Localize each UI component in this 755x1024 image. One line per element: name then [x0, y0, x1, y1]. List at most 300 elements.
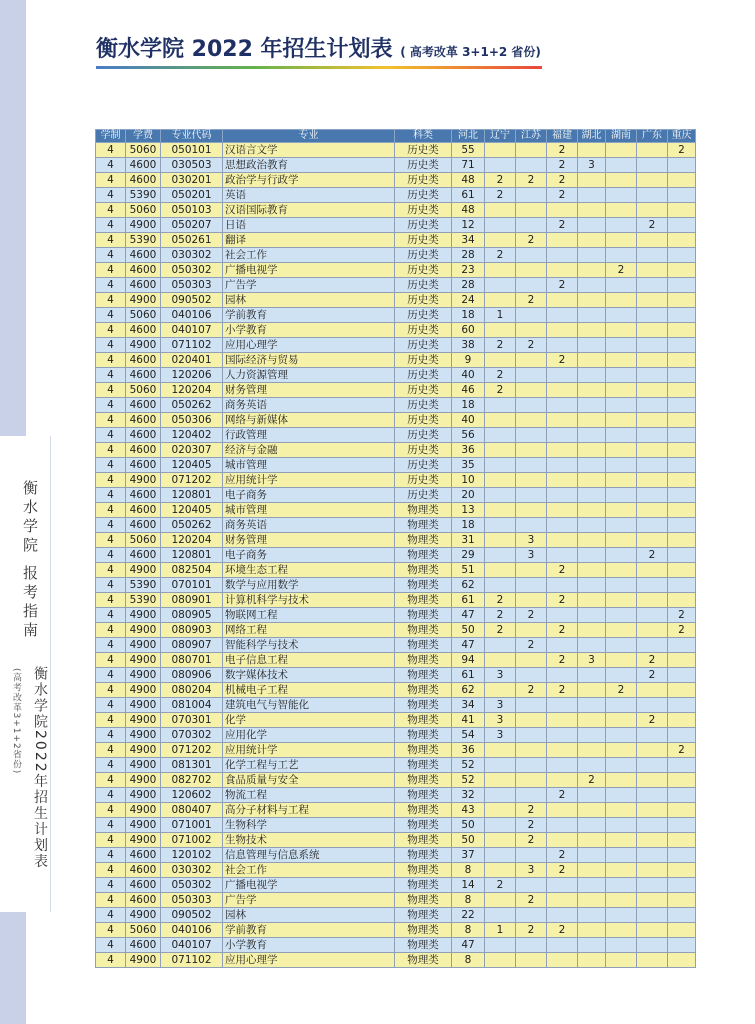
- table-cell: 28: [452, 278, 485, 293]
- table-cell: 2: [485, 338, 516, 353]
- table-cell: [485, 938, 516, 953]
- table-cell: 物理类: [395, 578, 452, 593]
- table-cell: 2: [516, 893, 547, 908]
- table-cell: [547, 758, 578, 773]
- table-cell: [637, 923, 668, 938]
- table-cell: [637, 413, 668, 428]
- table-cell: 思想政治教育: [223, 158, 395, 173]
- table-cell: 历史类: [395, 353, 452, 368]
- table-cell: [485, 428, 516, 443]
- table-cell: 2: [637, 713, 668, 728]
- table-cell: [578, 278, 606, 293]
- table-cell: [485, 158, 516, 173]
- table-cell: [637, 248, 668, 263]
- table-cell: [606, 233, 637, 248]
- table-cell: [668, 398, 696, 413]
- table-cell: [668, 938, 696, 953]
- table-cell: 5060: [126, 203, 161, 218]
- table-cell: 4: [96, 818, 126, 833]
- table-cell: 2: [485, 608, 516, 623]
- table-cell: [547, 248, 578, 263]
- table-cell: [578, 608, 606, 623]
- table-cell: 050302: [161, 878, 223, 893]
- table-cell: [668, 893, 696, 908]
- table-cell: 081004: [161, 698, 223, 713]
- table-cell: 050201: [161, 188, 223, 203]
- table-cell: [668, 248, 696, 263]
- table-cell: 4: [96, 578, 126, 593]
- table-cell: 数字媒体技术: [223, 668, 395, 683]
- table-cell: 50: [452, 818, 485, 833]
- table-cell: [578, 473, 606, 488]
- table-cell: 历史类: [395, 218, 452, 233]
- table-cell: 8: [452, 923, 485, 938]
- column-header: 广东: [637, 130, 668, 143]
- table-cell: [485, 908, 516, 923]
- table-cell: 18: [452, 518, 485, 533]
- table-cell: 网络工程: [223, 623, 395, 638]
- table-cell: 48: [452, 173, 485, 188]
- table-cell: 35: [452, 458, 485, 473]
- table-cell: [637, 608, 668, 623]
- table-cell: [668, 428, 696, 443]
- table-cell: 2: [578, 773, 606, 788]
- table-cell: [516, 953, 547, 968]
- table-cell: 网络与新媒体: [223, 413, 395, 428]
- table-cell: 23: [452, 263, 485, 278]
- table-cell: 应用统计学: [223, 473, 395, 488]
- table-row: [96, 938, 696, 953]
- table-cell: 4900: [126, 473, 161, 488]
- table-cell: [516, 578, 547, 593]
- table-cell: 94: [452, 653, 485, 668]
- table-cell: 4900: [126, 953, 161, 968]
- table-cell: [606, 203, 637, 218]
- table-cell: 4900: [126, 788, 161, 803]
- table-cell: 5060: [126, 383, 161, 398]
- table-cell: [637, 818, 668, 833]
- table-cell: 040107: [161, 938, 223, 953]
- table-row: [96, 413, 696, 428]
- table-row: [96, 338, 696, 353]
- table-cell: 应用统计学: [223, 743, 395, 758]
- table-cell: [547, 713, 578, 728]
- table-cell: 生物科学: [223, 818, 395, 833]
- table-cell: [578, 758, 606, 773]
- table-cell: 2: [547, 683, 578, 698]
- table-cell: [516, 203, 547, 218]
- table-cell: 广告学: [223, 278, 395, 293]
- table-cell: [485, 638, 516, 653]
- table-cell: [547, 458, 578, 473]
- table-cell: [668, 488, 696, 503]
- table-cell: 071202: [161, 473, 223, 488]
- table-cell: 8: [452, 953, 485, 968]
- table-cell: [606, 173, 637, 188]
- table-cell: 20: [452, 488, 485, 503]
- side-guide-text: 衡水学院 报考指南: [21, 480, 39, 641]
- table-cell: 历史类: [395, 158, 452, 173]
- table-cell: [637, 893, 668, 908]
- table-cell: [606, 398, 637, 413]
- table-cell: 2: [547, 653, 578, 668]
- table-row: [96, 578, 696, 593]
- table-cell: [485, 488, 516, 503]
- table-cell: 物理类: [395, 503, 452, 518]
- table-cell: 2: [547, 863, 578, 878]
- table-cell: 120405: [161, 503, 223, 518]
- table-cell: 41: [452, 713, 485, 728]
- table-cell: [516, 848, 547, 863]
- table-cell: [668, 848, 696, 863]
- table-row: [96, 698, 696, 713]
- table-cell: [606, 458, 637, 473]
- page-title: [96, 32, 541, 63]
- table-cell: [668, 263, 696, 278]
- table-cell: 4: [96, 413, 126, 428]
- table-cell: 2: [547, 848, 578, 863]
- table-row: [96, 593, 696, 608]
- table-cell: [578, 338, 606, 353]
- table-cell: [516, 623, 547, 638]
- table-cell: 4: [96, 428, 126, 443]
- table-cell: 4600: [126, 428, 161, 443]
- table-cell: 应用化学: [223, 728, 395, 743]
- table-cell: [578, 848, 606, 863]
- table-cell: 物理类: [395, 743, 452, 758]
- table-cell: 2: [637, 653, 668, 668]
- table-cell: [547, 578, 578, 593]
- table-cell: [516, 878, 547, 893]
- column-header: 福建: [547, 130, 578, 143]
- table-cell: [606, 353, 637, 368]
- table-cell: 080906: [161, 668, 223, 683]
- table-cell: 120405: [161, 458, 223, 473]
- table-cell: 71: [452, 158, 485, 173]
- table-cell: [606, 368, 637, 383]
- table-cell: 080903: [161, 623, 223, 638]
- table-cell: 历史类: [395, 368, 452, 383]
- table-cell: 080901: [161, 593, 223, 608]
- table-cell: 2: [637, 668, 668, 683]
- table-row: [96, 458, 696, 473]
- table-cell: 4: [96, 203, 126, 218]
- table-cell: 2: [668, 743, 696, 758]
- table-cell: [578, 908, 606, 923]
- table-cell: [606, 863, 637, 878]
- table-cell: 4900: [126, 623, 161, 638]
- table-cell: [547, 608, 578, 623]
- table-cell: [637, 773, 668, 788]
- table-cell: 4: [96, 503, 126, 518]
- table-cell: [516, 248, 547, 263]
- table-cell: 2: [668, 623, 696, 638]
- column-header: 重庆: [668, 130, 696, 143]
- table-cell: [547, 368, 578, 383]
- table-cell: 34: [452, 698, 485, 713]
- table-cell: [578, 638, 606, 653]
- table-cell: [578, 353, 606, 368]
- table-cell: 4900: [126, 293, 161, 308]
- table-cell: 应用心理学: [223, 338, 395, 353]
- table-cell: [637, 383, 668, 398]
- table-cell: 历史类: [395, 188, 452, 203]
- table-cell: [606, 728, 637, 743]
- table-cell: [606, 773, 637, 788]
- table-cell: 4: [96, 878, 126, 893]
- table-cell: [578, 323, 606, 338]
- table-row: [96, 488, 696, 503]
- table-cell: 物理类: [395, 593, 452, 608]
- table-cell: 52: [452, 758, 485, 773]
- table-cell: 071202: [161, 743, 223, 758]
- table-cell: [516, 308, 547, 323]
- table-cell: 3: [485, 698, 516, 713]
- table-cell: [547, 428, 578, 443]
- table-cell: [637, 233, 668, 248]
- table-cell: 50: [452, 623, 485, 638]
- table-cell: [516, 158, 547, 173]
- table-row: [96, 368, 696, 383]
- table-cell: [606, 158, 637, 173]
- table-cell: 050207: [161, 218, 223, 233]
- table-cell: 61: [452, 593, 485, 608]
- table-cell: 4900: [126, 743, 161, 758]
- table-cell: 4600: [126, 443, 161, 458]
- table-cell: 120402: [161, 428, 223, 443]
- table-cell: 财务管理: [223, 533, 395, 548]
- table-cell: [547, 533, 578, 548]
- table-cell: [637, 398, 668, 413]
- column-header: 河北: [452, 130, 485, 143]
- table-row: [96, 203, 696, 218]
- table-cell: [578, 743, 606, 758]
- table-cell: [578, 803, 606, 818]
- table-cell: 4: [96, 308, 126, 323]
- table-cell: [516, 218, 547, 233]
- table-cell: 020307: [161, 443, 223, 458]
- table-cell: 4600: [126, 938, 161, 953]
- table-cell: [606, 248, 637, 263]
- table-cell: [516, 488, 547, 503]
- table-row: [96, 893, 696, 908]
- table-cell: 4: [96, 218, 126, 233]
- table-cell: 物理类: [395, 863, 452, 878]
- table-row: [96, 878, 696, 893]
- table-cell: 24: [452, 293, 485, 308]
- table-cell: 物理类: [395, 608, 452, 623]
- enrollment-plan-table: [95, 129, 696, 968]
- table-cell: [485, 743, 516, 758]
- table-cell: [606, 443, 637, 458]
- table-cell: [637, 743, 668, 758]
- table-cell: 历史类: [395, 383, 452, 398]
- table-cell: 62: [452, 683, 485, 698]
- table-cell: [547, 383, 578, 398]
- table-cell: 4: [96, 773, 126, 788]
- table-row: [96, 788, 696, 803]
- table-cell: [637, 203, 668, 218]
- table-cell: 4: [96, 938, 126, 953]
- table-row: [96, 173, 696, 188]
- table-cell: 4: [96, 248, 126, 263]
- table-cell: 园林: [223, 293, 395, 308]
- table-cell: [485, 533, 516, 548]
- table-cell: 政治学与行政学: [223, 173, 395, 188]
- table-cell: 英语: [223, 188, 395, 203]
- table-cell: 050101: [161, 143, 223, 158]
- table-cell: 4: [96, 758, 126, 773]
- table-cell: 4900: [126, 833, 161, 848]
- table-cell: [578, 578, 606, 593]
- table-cell: [637, 143, 668, 158]
- table-cell: 5060: [126, 143, 161, 158]
- table-cell: 080905: [161, 608, 223, 623]
- table-cell: 生物技术: [223, 833, 395, 848]
- table-cell: [668, 158, 696, 173]
- table-cell: 4: [96, 848, 126, 863]
- table-cell: [516, 743, 547, 758]
- table-cell: [637, 338, 668, 353]
- table-cell: 信息管理与信息系统: [223, 848, 395, 863]
- table-cell: [606, 908, 637, 923]
- table-cell: 4: [96, 863, 126, 878]
- table-cell: 4900: [126, 338, 161, 353]
- table-cell: [668, 233, 696, 248]
- table-cell: 5060: [126, 923, 161, 938]
- table-cell: 3: [516, 533, 547, 548]
- table-cell: [578, 713, 606, 728]
- table-cell: [668, 188, 696, 203]
- table-row: [96, 668, 696, 683]
- table-cell: 14: [452, 878, 485, 893]
- table-cell: [578, 533, 606, 548]
- table-cell: 4: [96, 368, 126, 383]
- table-cell: 3: [485, 668, 516, 683]
- table-cell: [578, 893, 606, 908]
- table-row: [96, 833, 696, 848]
- table-cell: [668, 698, 696, 713]
- table-row: [96, 503, 696, 518]
- table-cell: [547, 638, 578, 653]
- table-cell: 商务英语: [223, 398, 395, 413]
- table-cell: [578, 293, 606, 308]
- table-cell: [547, 803, 578, 818]
- table-cell: [485, 203, 516, 218]
- table-cell: 082504: [161, 563, 223, 578]
- table-cell: [606, 218, 637, 233]
- table-cell: 历史类: [395, 323, 452, 338]
- table-row: [96, 638, 696, 653]
- table-cell: 4600: [126, 248, 161, 263]
- table-cell: 物理类: [395, 638, 452, 653]
- table-cell: [547, 698, 578, 713]
- table-cell: 商务英语: [223, 518, 395, 533]
- table-row: [96, 263, 696, 278]
- table-row: [96, 188, 696, 203]
- table-cell: [637, 278, 668, 293]
- table-cell: 4600: [126, 518, 161, 533]
- table-cell: 4: [96, 803, 126, 818]
- table-cell: [637, 593, 668, 608]
- table-cell: [637, 848, 668, 863]
- table-cell: 050302: [161, 263, 223, 278]
- table-cell: 4: [96, 728, 126, 743]
- table-cell: [578, 788, 606, 803]
- table-cell: [485, 263, 516, 278]
- table-cell: 计算机科学与技术: [223, 593, 395, 608]
- table-cell: 3: [516, 863, 547, 878]
- table-cell: 2: [547, 278, 578, 293]
- title-text: 衡水学院 2022 年招生计划表: [96, 37, 393, 62]
- table-cell: 2: [606, 683, 637, 698]
- table-cell: [578, 218, 606, 233]
- table-cell: 财务管理: [223, 383, 395, 398]
- table-cell: [606, 623, 637, 638]
- table-cell: 2: [485, 623, 516, 638]
- table-cell: 4: [96, 443, 126, 458]
- table-cell: [668, 503, 696, 518]
- table-cell: [606, 893, 637, 908]
- table-cell: 31: [452, 533, 485, 548]
- table-cell: 4900: [126, 653, 161, 668]
- table-cell: 物理类: [395, 713, 452, 728]
- table-cell: [547, 953, 578, 968]
- table-cell: 4600: [126, 458, 161, 473]
- table-cell: [668, 563, 696, 578]
- table-cell: 050306: [161, 413, 223, 428]
- table-cell: [485, 953, 516, 968]
- table-cell: 080407: [161, 803, 223, 818]
- table-cell: [485, 233, 516, 248]
- table-row: [96, 773, 696, 788]
- table-cell: 建筑电气与智能化: [223, 698, 395, 713]
- table-cell: 120602: [161, 788, 223, 803]
- table-cell: 4: [96, 533, 126, 548]
- table-cell: [668, 803, 696, 818]
- table-cell: 030302: [161, 248, 223, 263]
- table-header-row: [96, 130, 696, 143]
- table-row: [96, 248, 696, 263]
- table-cell: 22: [452, 908, 485, 923]
- table-cell: [547, 473, 578, 488]
- table-cell: 50: [452, 833, 485, 848]
- table-cell: [637, 623, 668, 638]
- table-cell: [578, 668, 606, 683]
- table-cell: 应用心理学: [223, 953, 395, 968]
- table-cell: [578, 203, 606, 218]
- table-row: [96, 383, 696, 398]
- table-cell: [547, 308, 578, 323]
- table-row: [96, 353, 696, 368]
- table-cell: 51: [452, 563, 485, 578]
- table-cell: 4600: [126, 158, 161, 173]
- table-cell: 040107: [161, 323, 223, 338]
- table-cell: [578, 173, 606, 188]
- table-cell: [668, 908, 696, 923]
- table-cell: [637, 953, 668, 968]
- table-cell: [637, 788, 668, 803]
- table-cell: [547, 938, 578, 953]
- table-cell: 2: [485, 248, 516, 263]
- table-cell: [668, 683, 696, 698]
- table-cell: 2: [485, 188, 516, 203]
- table-cell: 4: [96, 893, 126, 908]
- table-cell: [668, 173, 696, 188]
- table-cell: 电子商务: [223, 548, 395, 563]
- table-cell: [516, 908, 547, 923]
- table-cell: 050262: [161, 398, 223, 413]
